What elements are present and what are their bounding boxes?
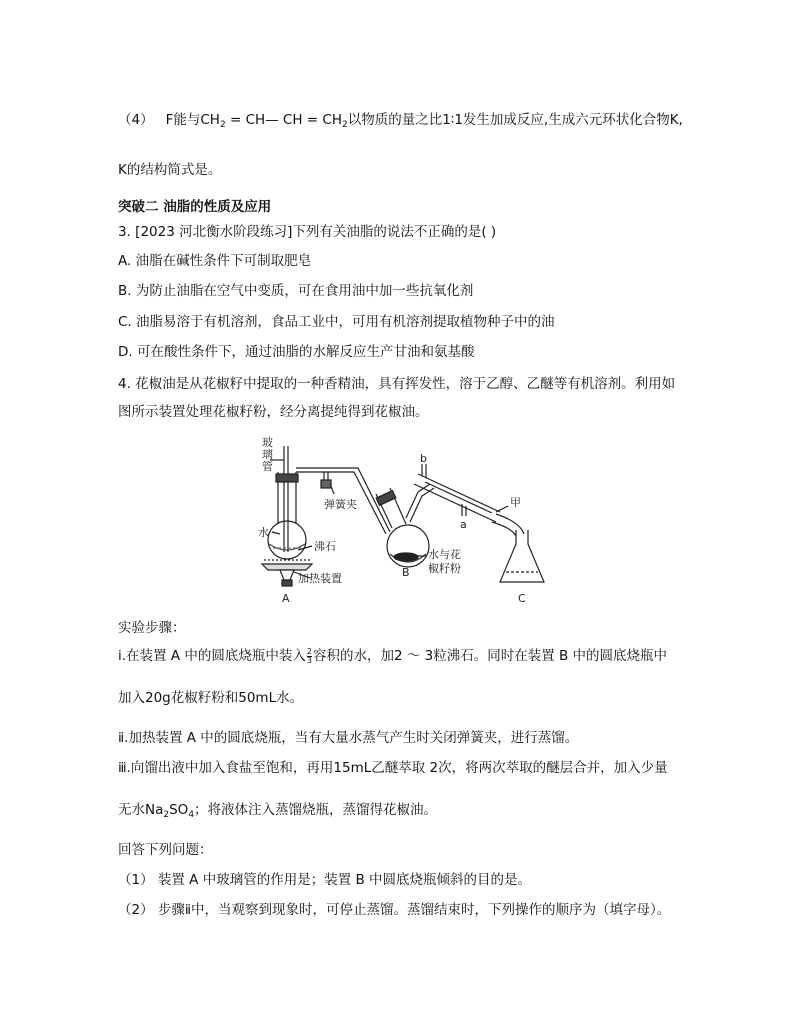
text-fragment: SO xyxy=(169,802,189,818)
step-3-line1: ⅲ.向馏出液中加入食盐至饱和，再用15mL乙醚萃取 2次，将两次萃取的醚层合并，加入少量 xyxy=(118,760,668,776)
question-4-stem-line1: 4. 花椒油是从花椒籽中提取的一种香精油，具有挥发性，溶于乙醇、乙醚等有机溶剂。利用如 xyxy=(118,376,676,392)
step-1-line2: 加入20g花椒籽粉和50mL水。 xyxy=(118,690,304,706)
text-fragment: 无水Na xyxy=(118,802,164,818)
label-heating-device: 加热装置 xyxy=(298,572,342,585)
label-a: a xyxy=(460,518,467,531)
answer-question-2: （2） 步骤ⅱ中，当观察到现象时，可停止蒸馏。蒸馏结束时，下列操作的顺序为（填字母）。 xyxy=(118,902,671,918)
fraction-denominator: 3 xyxy=(306,655,312,665)
label-mixture-2: 椒籽粉 xyxy=(428,562,461,575)
question-4-stem-line2: 图所示装置处理花椒籽粉，经分离提纯得到花椒油。 xyxy=(118,404,429,420)
text-fragment: 容积的水，加2 ～ 3粒沸石。同时在装置 B 中的圆底烧瓶中 xyxy=(312,648,668,664)
label-mixture-1: 水与花 xyxy=(428,548,461,561)
label-C: C xyxy=(518,592,526,605)
label-glass-tube-3: 管 xyxy=(262,460,273,473)
text-fragment: ⅰ.在装置 A 中的圆底烧瓶中装入 xyxy=(118,648,306,664)
text-fragment: ；将液体注入蒸馏烧瓶，蒸馏得花椒油。 xyxy=(194,802,438,818)
label-water: 水 xyxy=(258,526,269,539)
label-b: b xyxy=(420,452,427,465)
label-B: B xyxy=(402,566,410,579)
step-1-line1 xyxy=(118,646,667,666)
answer-title: 回答下列问题： xyxy=(118,842,213,858)
option-d: D. 可在酸性条件下，通过油脂的水解反应生产甘油和氨基酸 xyxy=(118,344,475,360)
fraction xyxy=(307,648,312,665)
question-4-continuation: K的结构简式是。 xyxy=(118,162,222,178)
subscript: 2 xyxy=(341,120,348,130)
subscript: 2 xyxy=(163,810,170,820)
step-2: ⅱ.加热装置 A 中的圆底烧瓶，当有大量水蒸气产生时关闭弹簧夹，进行蒸馏。 xyxy=(118,730,579,746)
option-b: B. 为防止油脂在空气中变质，可在食用油中加一些抗氧化剂 xyxy=(118,283,474,299)
label-glass-tube-1: 玻 xyxy=(262,436,273,449)
label-glass-tube-2: 璃 xyxy=(262,448,273,461)
label-A: A xyxy=(282,592,290,605)
distillation-apparatus-diagram xyxy=(240,432,560,608)
steps-title: 实验步骤： xyxy=(118,620,186,636)
label-spring-clip: 弹簧夹 xyxy=(324,498,357,511)
question-number: （4） xyxy=(118,112,154,128)
text-fragment: = CH— CH = CH xyxy=(225,112,342,128)
fraction-numerator: 2 xyxy=(306,646,312,656)
label-jia: 甲 xyxy=(510,496,521,509)
subscript: 2 xyxy=(219,120,226,130)
option-a: A. 油脂在碱性条件下可制取肥皂 xyxy=(118,253,312,269)
section-heading: 突破二 油脂的性质及应用 xyxy=(118,199,272,215)
option-c: C. 油脂易溶于有机溶剂，食品工业中，可用有机溶剂提取植物种子中的油 xyxy=(118,314,555,330)
label-boiling-stone: 沸石 xyxy=(314,540,336,553)
question-4-formula-line xyxy=(118,110,683,135)
text-fragment: F能与CH xyxy=(165,112,220,128)
answer-question-1: （1） 装置 A 中玻璃管的作用是；装置 B 中圆底烧瓶倾斜的目的是。 xyxy=(118,872,532,888)
subscript: 4 xyxy=(188,810,195,820)
question-3-stem: 3. [2023 河北衡水阶段练习]下列有关油脂的说法不正确的是( ) xyxy=(118,224,497,240)
step-3-line2 xyxy=(118,800,437,825)
text-fragment: 以物质的量之比1∶1发生加成反应,生成六元环状化合物K, xyxy=(347,112,683,128)
